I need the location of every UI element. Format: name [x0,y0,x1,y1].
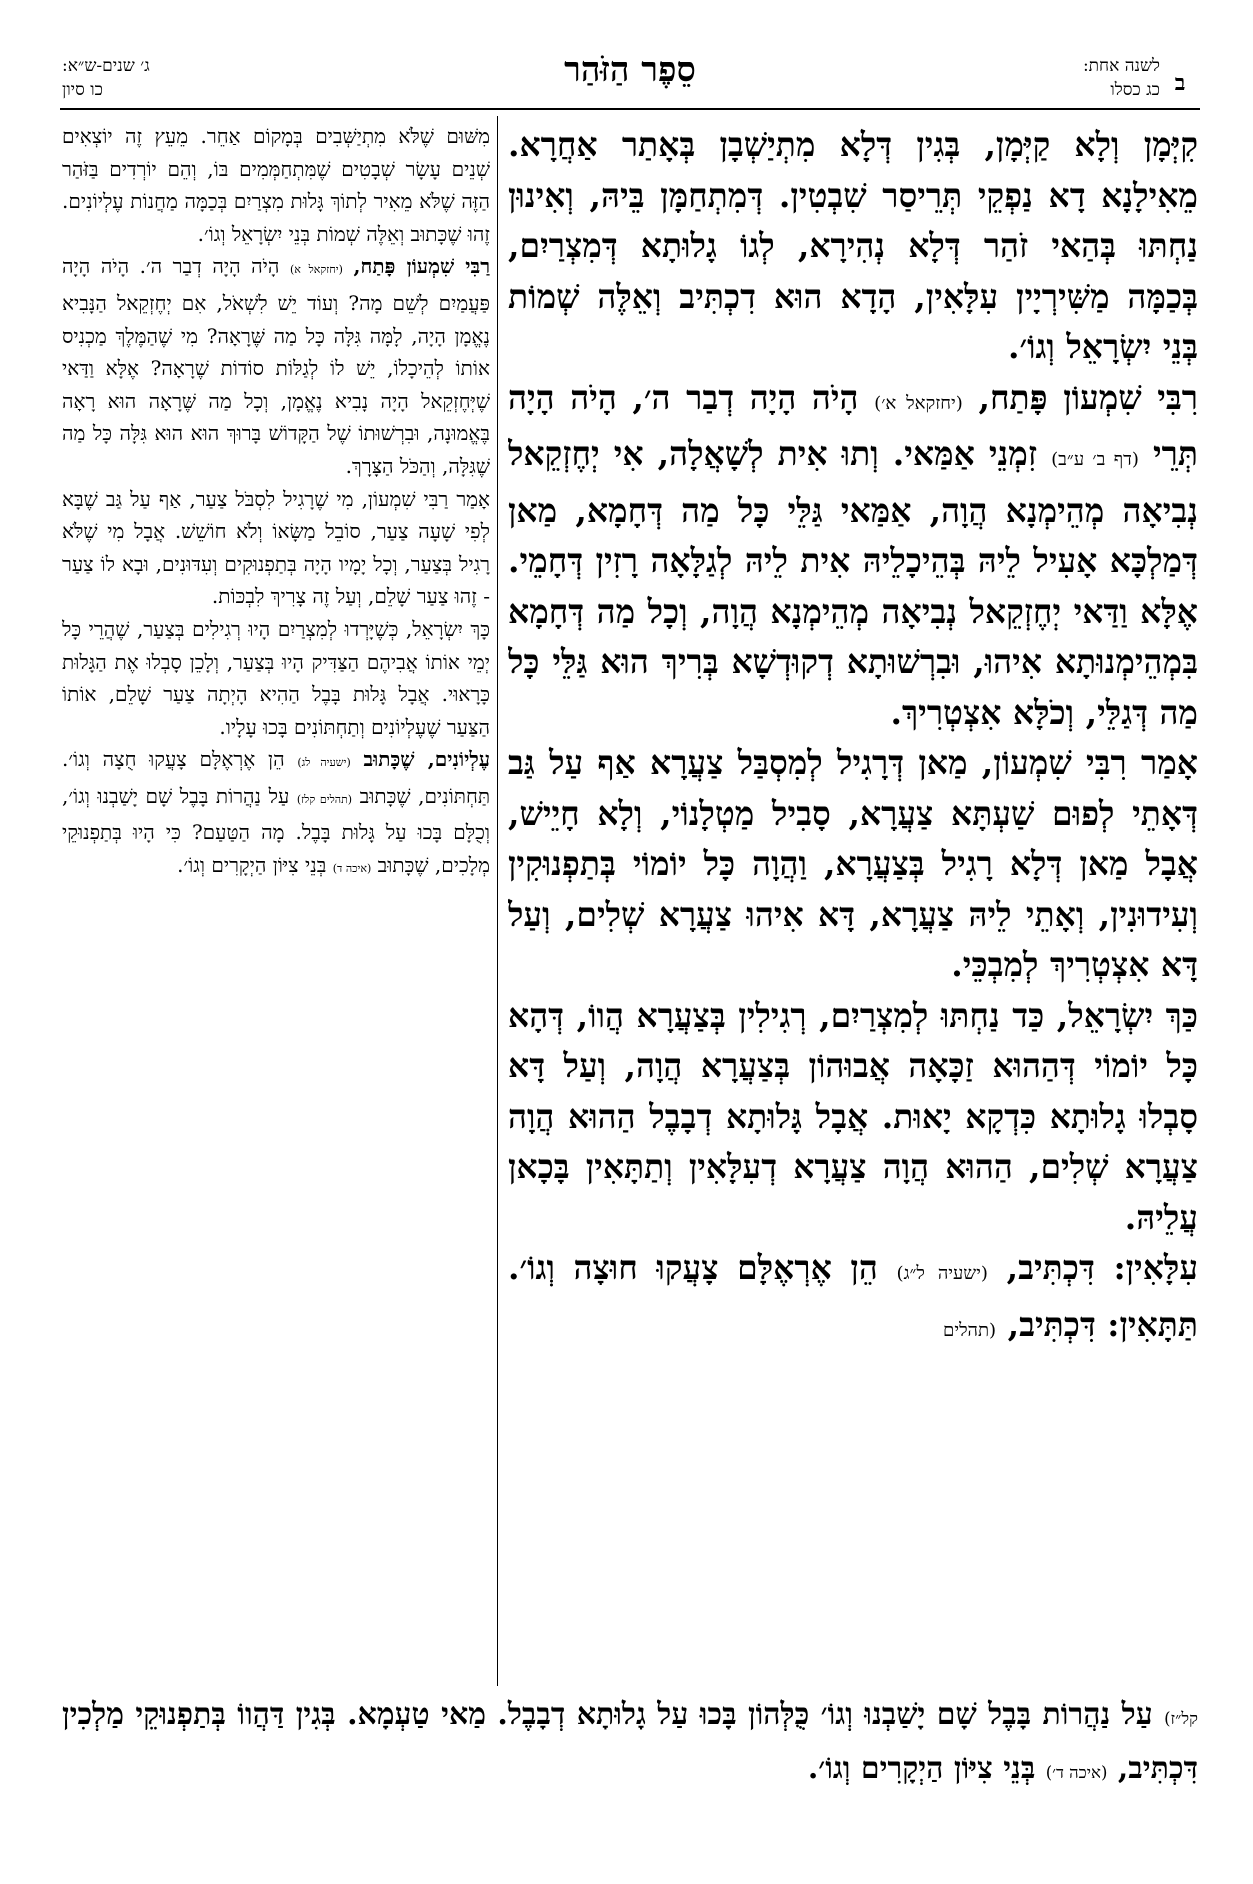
side-reference-isaiah: (ישעיה לג) [297,756,351,770]
main-paragraph-4: כַּךְ יִשְׂרָאֵל, כַּד נַחְתּוּ לְמִצְרַיִם, רְגִילִין בְּצַעֲרָא הֲווֹ, דְּהָא כָּל יוֹמוֹי דְּהַהוּא זַכָּאָה אֲבוּהוֹן בְּצַעֲרָא הֲוָה, וְעַל דָּא סָבְלוּ גָלוּתָא כִּדְקָא יָאוּת. אֲבָל גָּלוּתָא דְבָבֶל הַהוּא הֲוָה צַעֲרָא שְׁלִים, הַהוּא הֲוָה צַעֲרָא דְעִלָּאִין וְתַתָּאִין בָּכָאן עֲלֵיהּ. [508,995,1198,1237]
side-paragraph-2-text: הָיֹה הָיָה דְבַר ה׳. הָיֹה הָיָה פַּעֲמַיִם לְשֵׁם מָה? וְעוֹד יֵשׁ לִשְׁאֹל, אִם יְחֶזְקֵאל הַנָּבִיא נֶאֱמָן הָיָה, לָמָּה גִּלָּה כָּל מַה שֶּׁרָאָה? מִי שֶׁהַמֶּלֶךְ מַכְנִיס אוֹתוֹ לְהֵיכָלוֹ, יֵשׁ לוֹ לְגַלּוֹת סוֹדוֹת שֶׁרָאָה? אֶלָּא וַדַּאי שֶׁיְּחֶזְקֵאל הָיָה נָבִיא נֶאֱמָן, וְכָל מַה שֶּׁרָאָה הוּא רָאָה בֶּאֱמוּנָה, וּבִרְשׁוּתוֹ שֶׁל הַקָּדוֹשׁ בָּרוּךְ הוּא הוּא גִּלָּה כָּל מַה שֶׁגִּלָּה, וְהַכֹּל הַצָּרָךְ. [62,254,490,478]
side-paragraph-5-text-c: עַל נַהֲרוֹת בָּבֶל שָׁם יָשַׁבְנוּ וְגוֹ׳, וְכֻלָּם בָּכוּ עַל גָּלוּת בָּבֶל. מָה הַטַּעַם? כִּי הָיוּ בְּתַפְנוּקֵי מְלָכִים, שֶׁכָּתוּב [62,783,490,878]
main-column-aramaic [508,120,1198,1675]
side-column-hebrew [62,120,490,1690]
side-paragraph-2 [62,250,490,482]
main-paragraph-5-text-a: עִלָּאִין: דִּכְתִּיב, [1006,1248,1198,1287]
bottom-text-b: בְּנֵי צִיּוֹן הַיְקָרִים וְגוֹ׳. [807,1751,1036,1786]
bottom-continuation [62,1690,1198,1840]
side-paragraph-1: מִשּׁוּם שֶׁלֹּא מִתְיַשְּׁבִים בְּמָקוֹם אַחֵר. מֵעֵץ זֶה יוֹצְאִים שְׁנֵים עָשָׂר שְׁבָטִים שֶׁמִּתְחַמְּמִים בּוֹ, וְהֵם יוֹרְדִים בַּזֹּהַר הַזֶּה שֶׁלֹּא מֵאִיר לְתוֹךְ גָּלוּת מִצְרַיִם בְּכַמָּה מַחֲנוֹת עֶלְיוֹנִים. זֶהוּ שֶׁכָּתוּב וְאֵלֶּה שְׁמוֹת בְּנֵי יִשְׂרָאֵל וְגוֹ׳. [62,124,490,246]
main-reference-isaiah: (ישעיה ל״ג) [896,1263,988,1284]
bottom-paragraph [62,1690,1198,1798]
main-reference-psalms: (תהלים [943,1319,997,1341]
schedule-date-one-year: כג כסלו [1110,80,1160,100]
column-divider [497,116,498,1686]
header-rule [60,108,1200,110]
main-paragraph-5-text-b: הֵן אֶרְאֶלָּם צָעֲקוּ חוּצָה וְגוֹ׳. תַּתָּאִין: דִּכְתִּיב, [508,1248,1198,1344]
side-paragraph-2-lead: רַבִּי שִׁמְעוֹן פָּתַח, [353,254,490,279]
bottom-reference-psalms: קל״ז) [1164,1709,1198,1728]
side-paragraph-5 [62,743,490,885]
main-paragraph-2 [508,373,1198,739]
bottom-reference-lamentations: (איכה ד׳) [1045,1763,1108,1782]
main-reference-ezekiel: (יחזקאל א׳) [874,392,963,414]
main-paragraph-2-text-a: הָיֹה הָיָה דְבַר ה׳, הָיֹה הָיָה תְּרֵי [508,377,1198,473]
schedule-label-one-year: לשנה אחת: [1082,56,1160,76]
side-reference-lamentations: (איכה ד) [332,862,372,876]
side-paragraph-3: אָמַר רַבִּי שִׁמְעוֹן, מִי שֶׁרָגִיל לִסְבֹּל צַעַר, אַף עַל גַּב שֶׁבָּא לְפִי שָׁעָה צַעַר, סוֹבֵל מַשָּׂאוֹ וְלֹא חוֹשֵׁשׁ. אֲבָל מִי שֶׁלֹּא רָגִיל בְּצַעַר, וְכָל יָמָיו הָיָה בְּתַפְנוּקִים וְעִדּוּנִים, וּבָא לוֹ צַעַר - זֶהוּ צַעַר שָׁלֵם, וְעַל זֶה צָרִיךְ לִבְכּוֹת. [62,486,490,609]
main-paragraph-2-lead: רִבִּי שִׁמְעוֹן פָּתַח, [978,377,1198,417]
schedule-label-three-years: ג׳ שנים-ש״א: [62,56,150,76]
page-title: סֵפֶר הַזֹּהַר [564,50,696,90]
side-paragraph-4: כָּךְ יִשְׂרָאֵל, כְּשֶׁיָּרְדוּ לְמִצְרַיִם הָיוּ רְגִילִים בְּצַעַר, שֶׁהֲרֵי כָּל יְמֵי אוֹתוֹ אֲבִיהֶם הַצַּדִּיק הָיוּ בְּצַעַר, וְלָכֵן סָבְלוּ אֶת הַגָּלוּת כָּרָאוּי. אֲבָל גָּלוּת בָּבֶל הַהִיא הָיְתָה צַעַר שָׁלֵם, אוֹתוֹ הַצַּעַר שֶׁעֶלְיוֹנִים וְתַחְתּוֹנִים בָּכוּ עָלָיו. [62,616,490,739]
main-paragraph-1: קִיְּמָן וְלָא קַיְּמָן, בְּגִין דְּלָא מִתְיַשְׁבָן בְּאָתַר אַחֲרָא. מֵאִילָנָא דָא נַפְקֵי תְּרֵיסַר שִׁבְטִין. דְּמִתְחַמָּן בֵּיהּ, וְאִינוּן נַחְתּוּ בְּהַאי זֹהַר דְּלָא נְהִירָא, לְגוֹ גָלוּתָא דְּמִצְרַיִם, בְּכַמָּה מַשִּׁירְיָין עִלָּאִין, הָדָא הוּא דִכְתִּיב וְאֵלֶּה שְׁמוֹת בְּנֵי יִשְׂרָאֵל וְגוֹ׳. [508,125,1198,366]
side-paragraph-5-text-d: בְּנֵי צִיּוֹן הַיְקָרִים וְגוֹ׳. [177,853,327,878]
side-paragraph-5-text-a: עֶלְיוֹנִים, שֶׁכָּתוּב [363,747,490,772]
side-paragraph-5-text-b: הֵן אֶרְאֶלָּם צָעֲקוּ חֻצָה וְגוֹ׳. תַּחְתּוֹנִים, שֶׁכָּתוּב [62,747,490,808]
schedule-date-three-years: כו סיון [62,80,103,100]
main-paragraph-5 [508,1243,1198,1356]
main-paragraph-3: אָמַר רִבִּי שִׁמְעוֹן, מַאן דְּרָגִיל לְמִסְבַּל צַעֲרָא אַף עַל גַּב דְּאָתֵי לְפוּם שַׁעְתָּא צַעֲרָא, סָבִיל מַטְלָנוֹי, וְלָא חָיֵישׁ, אֲבָל מַאן דְּלָא רָגִיל בְּצַעֲרָא, וַהֲוָה כָּל יוֹמוֹי בְּתַפְנוּקִין וְעִידוּנִין, וְאָתֵי לֵיהּ צַעֲרָא, דָּא אִיהוּ צַעֲרָא שְׁלִים, וְעַל דָּא אִצְטְרִיךְ לְמִבְכֵּי. [508,743,1198,984]
page-letter: ב [1174,70,1186,96]
bottom-text-a: עַל נַהֲרוֹת בָּבֶל שָׁם יָשַׁבְנוּ וְגוֹ׳ כֻּלְּהוֹן בָּכוּ עַל גָלוּתָא דְבָבֶל. מַאי טַעְמָא. בְּגִין דַּהֲווֹ בְּתַפְנוּקֵי מַלְכִין דִּכְתִּיב, [62,1697,1198,1786]
side-reference-psalms: (תהלים קלז) [296,792,353,806]
side-reference-ezekiel: (יחזקאל א) [289,263,343,277]
main-reference-daf: (דף ב׳ ע״ב) [1051,449,1139,470]
main-paragraph-2-text-b: זִמְנֵי אַמַּאי. וְתוּ אִית לְשָׁאֲלָה, אִי יְחֶזְקֵאל נְבִיאָה מְהֵימְנָא הֲוָה, אַמַּאי גַּלֵּי כָּל מַה דְּחָמָא, מַאן דְּמַלְכָּא אָעִיל לֵיהּ בְּהֵיכָלֵיהּ אִית לֵיהּ לְגַלָּאָה רָזִין דְּחָמֵי. אֶלָּא וַדַּאי יְחֶזְקֵאל נְבִיאָה מְהֵימְנָא הֲוָה, וְכָל מַה דְּחָמָא בִּמְהֵימְנוּתָא אִיהוּ, וּבִרְשׁוּתָא דְקוּדְשָׁא בְּרִיךְ הוּא גַּלֵּי כָּל מַה דְּגַלֵּי, וְכֹלָּא אִצְטְרִיךְ. [508,434,1198,732]
